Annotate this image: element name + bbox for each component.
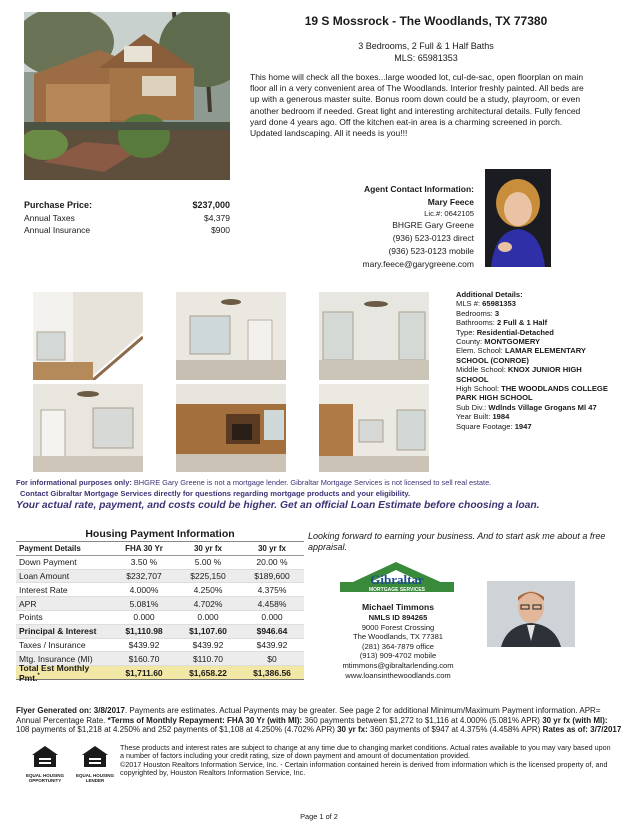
page-number: Page 1 of 2: [300, 812, 338, 821]
table-cell: $225,150: [190, 570, 226, 581]
table-row: [16, 639, 304, 653]
equal-housing-opportunity-icon: [22, 744, 68, 783]
table-cell: 4.375%: [257, 584, 287, 595]
table-row: [16, 570, 304, 584]
housing-payment-table: [16, 528, 304, 683]
table-total-row: [16, 662, 304, 683]
rates-note: These products and interest rates are subject to change at any time due to changing market conditions. Actual rates available to you may vary based upon a number of factors including your credit rating, size of down payment and amount of documentation provided.: [120, 743, 611, 761]
loan-officer-office-phone: (281) 364-7879 office: [361, 641, 435, 651]
annual-insurance-row: [24, 224, 230, 236]
table-header-row: [16, 542, 304, 556]
loan-officer-city: The Woodlands, TX 77381: [352, 632, 444, 642]
agent-email[interactable]: mary.feece@garygreene.com: [362, 259, 474, 269]
table-header: 30 yr fx: [257, 543, 287, 553]
eho-caption: EQUAL HOUSING OPPORTUNITY: [26, 773, 64, 783]
row-label: Principal & Interest: [19, 626, 97, 637]
beds-baths: 3 Bedrooms, 2 Full & 1 Half Baths: [358, 41, 494, 51]
agent-photo: [485, 169, 551, 267]
table-header: FHA 30 Yr: [125, 543, 163, 553]
loan-officer-contact: [320, 602, 476, 680]
table-cell: $189,600: [254, 570, 290, 581]
interior-photo-6: [319, 384, 429, 472]
copyright: ©2017 Houston Realtors Information Service, Inc. - Certain information contained herein is derived from information which is the licensed property of, and copyrighted by, Houston Realtors Information Service, Inc.: [120, 759, 608, 778]
loan-officer-website[interactable]: www.loansinthewoodlands.com: [345, 670, 451, 680]
agent-direct-phone: (936) 523-0123 direct: [392, 233, 474, 243]
row-label: Interest Rate: [19, 584, 68, 595]
table-row: [16, 625, 304, 639]
annual-taxes-label: Annual Taxes: [24, 213, 75, 223]
loan-officer-photo: [487, 581, 575, 647]
detail-item: Bedrooms: 3: [456, 308, 500, 318]
annual-insurance-value: $900: [211, 225, 230, 235]
price-block: [24, 198, 230, 236]
agent-license: Lic.#: 0642105: [424, 209, 474, 218]
info-text: BHGRE Gary Greene is not a mortgage lender. Gibraltar Mortgage Services is not licensed to sell real estate.: [131, 478, 492, 487]
table-cell: 4.702%: [193, 598, 223, 609]
flyer-terms: Flyer Generated on: 3/8/2017. Payments are estimates. Actual Payments may be greater. See page 2 for additional Minimum/Maximum Payment information. APR= Annual Percentage Rate. *Terms of Monthly Repayment: FHA 30 Yr (with MI): 360 payments between $1,272 to $1,116 at 4.000% (5.081% APR) 30 yr fx (with MI): 108 payments of $1,218 at 4.250% and 252 payments of $1,108 at 4.250% (4.702% APR) 30 yr fx: 360 payments of $947 at 4.375% (4.458% APR) Rates as of: 3/7/2017: [16, 706, 622, 735]
rate-disclaimer: Your actual rate, payment, and costs could be higher. Get an official Loan Estimate before choosing a loan.: [16, 500, 540, 511]
table-cell: $1,107.60: [189, 626, 227, 637]
detail-item: Sub Div.: Wdlnds Village Grogans Ml 47: [456, 402, 597, 412]
table-row: [16, 583, 304, 597]
table-cell: 3.50 %: [130, 557, 158, 568]
agent-company: BHGRE Gary Greene: [392, 220, 474, 230]
loan-officer-mobile-phone: (913) 909-4702 mobile: [359, 651, 437, 661]
table-cell: 0.000: [261, 612, 283, 623]
table-header: Payment Details: [19, 543, 81, 553]
info-prefix: For informational purposes only:: [16, 478, 132, 487]
table-cell: $232,707: [126, 570, 162, 581]
table-cell: $1,658.22: [189, 667, 227, 678]
house-photo: [24, 12, 230, 180]
interior-photo-2: [176, 292, 286, 380]
table-cell: 0.000: [197, 612, 219, 623]
mls-number: MLS: 65981353: [394, 53, 458, 63]
table-cell: $1,386.56: [253, 667, 291, 678]
rates-as-of: Rates as of: 3/7/2017: [542, 725, 622, 735]
table-cell: $1,110.98: [125, 626, 163, 637]
annual-taxes-row: [24, 212, 230, 224]
table-cell: 5.081%: [129, 598, 159, 609]
additional-details: [456, 290, 616, 431]
row-label: Taxes / Insurance: [19, 639, 86, 650]
agent-name: Mary Feece: [427, 197, 474, 207]
interior-photo-1: [33, 292, 143, 380]
ehl-caption: EQUAL HOUSING LENDER: [76, 773, 114, 783]
table-cell: 5.00 %: [194, 557, 222, 568]
table-title: Housing Payment Information: [16, 528, 304, 542]
table-row: [16, 556, 304, 570]
loan-officer-street: 9000 Forest Crossing: [361, 622, 435, 632]
row-label: Down Payment: [19, 557, 77, 568]
agent-contact: [300, 183, 474, 271]
table-cell: $439.92: [256, 639, 288, 650]
listing-title: 19 S Mossrock - The Woodlands, TX 77380: [304, 14, 548, 28]
interior-photo-4: [33, 384, 143, 472]
interior-photo-5: [176, 384, 286, 472]
listing-description: This home will check all the boxes...large wooded lot, cul-de-sac, open floorplan on main floor all in a very convenient area of The Woodlands. Interior freshly painted. All beds are up with a generous master suite. Bonus room down could be a study, playroom, or even another bedroom if needed. Great light and interesting architectural details. Fully fenced yard done 4 years ago. Off the kitchen eat-in area is a charming screened in porch. Updated landscaping. All it needs is you!!!: [250, 72, 584, 139]
row-label: Loan Amount: [19, 570, 70, 581]
detail-item: County: MONTGOMERY: [456, 337, 541, 347]
table-header: 30 yr fx: [193, 543, 223, 553]
detail-item: Bathrooms: 2 Full & 1 Half: [456, 318, 548, 328]
appraisal-message: Looking forward to earning your business. And to start ask me about a free appraisal.: [308, 531, 606, 552]
table-cell: $110.70: [192, 653, 224, 664]
agent-mobile-phone: (936) 523-0123 mobile: [388, 246, 474, 256]
row-label: APR: [19, 598, 37, 609]
table-cell: $1,711.60: [125, 667, 163, 678]
loan-officer-email[interactable]: mtimmons@gibraltarlending.com: [342, 660, 454, 670]
purchase-price-value: $237,000: [192, 200, 230, 210]
loan-officer-nmls: NMLS ID 894265: [368, 613, 428, 622]
table-cell: $439.92: [128, 639, 160, 650]
info-disclaimer: [16, 478, 622, 487]
annual-taxes-value: $4,379: [204, 213, 230, 223]
contact-disclaimer: Contact Gibraltar Mortgage Services directly for questions regarding mortgage products and your eligibility.: [20, 489, 411, 498]
logo-subtext: MORTGAGE SERVICES: [368, 587, 426, 592]
table-row: [16, 597, 304, 611]
purchase-price-row: [24, 198, 230, 212]
detail-item: Type: Residential-Detached: [456, 327, 554, 337]
detail-item: Square Footage: 1947: [456, 421, 532, 431]
equal-housing-lender-icon: [72, 744, 118, 783]
table-cell: 4.000%: [129, 584, 159, 595]
row-label: Points: [19, 612, 43, 623]
detail-item: Elem. School: LAMAR ELEMENTARY SCHOOL (CONROE): [456, 346, 586, 365]
additional-heading: Additional Details:: [456, 290, 523, 299]
flyer-generated-label: Flyer Generated on: 3/8/2017: [16, 706, 125, 715]
table-cell: 4.458%: [257, 598, 287, 609]
table-cell: $946.64: [256, 626, 288, 637]
table-cell: $0: [267, 653, 277, 664]
listing-subtitle: [236, 40, 616, 64]
row-label: Mtg. Insurance (MI): [19, 653, 93, 664]
total-label: Total Est Monthly Pmt.*: [19, 662, 90, 683]
table-cell: $439.92: [192, 639, 224, 650]
table-cell: 4.250%: [193, 584, 223, 595]
lender-logo: [338, 560, 456, 592]
annual-insurance-label: Annual Insurance: [24, 225, 91, 235]
table-body: [16, 556, 304, 666]
detail-item: Year Built: 1984: [456, 412, 510, 422]
agent-heading: Agent Contact Information:: [363, 184, 474, 194]
logo-text: Gibraltar: [370, 572, 424, 587]
purchase-price-label: Purchase Price:: [24, 200, 93, 210]
interior-photo-3: [319, 292, 429, 380]
detail-item: Middle School: KNOX JUNIOR HIGH SCHOOL: [456, 365, 582, 384]
loan-officer-name: Michael Timmons: [362, 602, 434, 612]
additional-list: [456, 299, 616, 431]
table-cell: 0.000: [133, 612, 155, 623]
small-print: [120, 744, 612, 778]
table-row: [16, 611, 304, 625]
detail-item: High School: THE WOODLANDS COLLEGE PARK HIGH SCHOOL: [456, 384, 608, 403]
table-cell: $160.70: [128, 653, 160, 664]
detail-item: MLS #: 65981353: [456, 299, 516, 309]
table-cell: 20.00 %: [256, 557, 288, 568]
